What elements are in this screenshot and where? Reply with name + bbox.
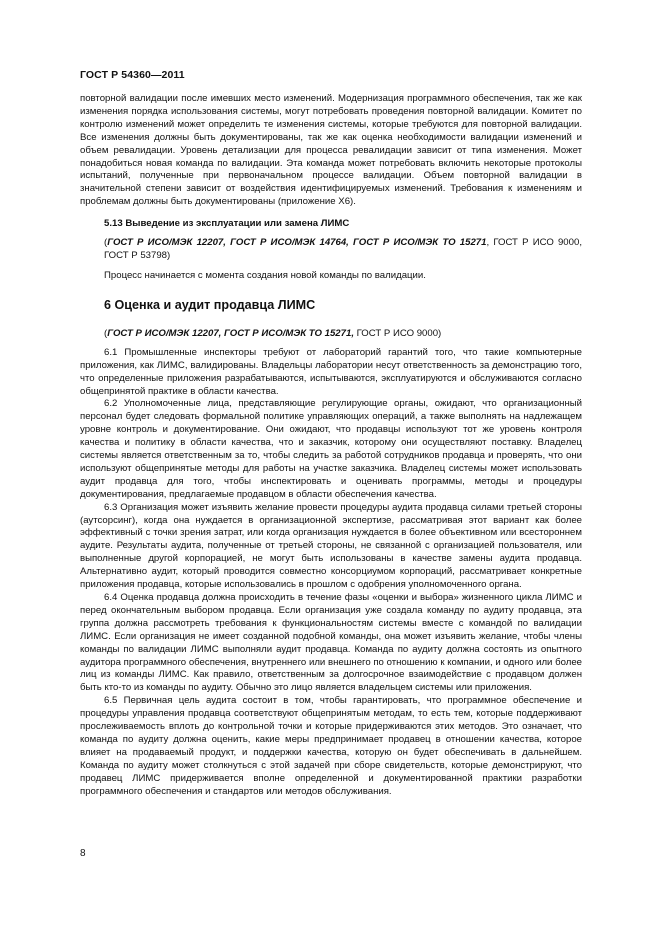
document-body	[80, 93, 582, 799]
paragraph-6-5: 6.5 Первичная цель аудита состоит в том, чтобы гарантировать, что программное обеспечение и процедуры управления продавца соответствуют общепринятым методам, то есть тем, которые поддерживают прослеживаемость вплоть до контрольной точки и которые придерживаются этих методов. Это означает, что команда по аудиту должна оценить, какие меры предпринимает продавец в отношении качества, которое влияет на продаваемый продукт, и поддержки качества, которую он будет обеспечивать в дальнейшем. Команда по аудиту может столкнуться с этой задачей при сборе свидетельств, которые демонстрируют, что продавец ЛИМС придерживается вполне определенной и документированной практики разработки программного обеспечения и стандартов или методов обслуживания.	[80, 695, 582, 797]
paragraph-6-3: 6.3 Организация может изъявить желание провести процедуры аудита продавца силами третьей стороны (аутсорсинг), когда она нуждается в организационной экспертизе, рассматривая этот вариант как более эффективный с точки зрения затрат, или когда организация нуждается в более объективном или всестороннем аудите. Результаты аудита, полученные от третьей стороны, не связанной с организацией пользователя, или выполненные другой корпорацией, не могут быть использованы в качестве замены аудита продавца. Альтернативно аудит, который проводится совместно консорциумом корпораций, рассматривает конкретные приложения продавца, которые использовались в прошлом с одобрения уполномоченного органа.	[80, 501, 582, 591]
refs-italic-standards: ГОСТ Р ИСО/МЭК 12207, ГОСТ Р ИСО/МЭК ТО 15271,	[107, 327, 354, 339]
paragraph-6-2: 6.2 Уполномоченные лица, представляющие регулирующие органы, ожидают, что организационный персонал будет следовать формальной политике управляющих операций, а также выполнять на надлежащем уровне контроль и документирование. Они ожидают, что продавцы используют тот же уровень контроля качества и политику в области качества, что и заказчик, которому они осуществляют поставку. Владелец системы является ответственным за то, чтобы следить за работой сотрудников продавца и проверять, что они используют общепринятые методы для работы на участке заказчика. Владелец системы может использовать аудит продавца для того, чтобы инспектировать и оценивать программы, методы и процедуры документирования, предлагаемые продавцом в области обеспечения качества.	[80, 398, 582, 500]
section-5-13-references	[80, 237, 582, 263]
section-5-13-heading: 5.13 Выведение из эксплуатации или замена ЛИМС	[104, 218, 350, 230]
paragraph-6-4: 6.4 Оценка продавца должна происходить в течение фазы «оценки и выбора» жизненного цикла ЛИМС и перед окончательным выбором продавца. Если организация уже создала команду по аудиту продавца, эта группа должна рассмотреть требования к функциональностям системы вместе с командой по валидации ЛИМС. Если организация не имеет созданной подобной команды, она может изъявить желание, чтобы члены команды по валидации ЛИМС выполняли аудит продавца. Команда по аудиту должна состоять из опытного аудитора программного обеспечения, внутреннего или внешнего по отношению к компании, и одного или более лиц из команды ЛИМС. Как правило, ответственным за долгосрочное взаимодействие с продавцом должен быть кто-то из команды по аудиту. Обычно это лицо является владельцем системы или приложения.	[80, 592, 582, 694]
refs-other-standards: ГОСТ Р ИСО 9000)	[353, 327, 442, 339]
paragraph-6-1: 6.1 Промышленные инспекторы требуют от лабораторий гарантий того, что такие компьютерные приложения, как ЛИМС, валидированы. Владельцы лаборатории несут ответственность за демонстрацию того, что определенные приложения разрабатываются, испытываются, эксплуатируются и обслуживаются согласно общепринятой практике в области качества.	[80, 346, 582, 397]
document-header: ГОСТ Р 54360—2011	[80, 69, 185, 81]
refs-other-standards: , ГОСТ Р ИСО 9000, ГОСТ Р 53798)	[104, 237, 582, 262]
section-6-references	[80, 328, 582, 341]
refs-open-paren: (	[104, 237, 108, 249]
section-5-13-body: Процесс начинается с момента создания новой команды по валидации.	[104, 269, 426, 281]
refs-italic-standards: ГОСТ Р ИСО/МЭК 12207, ГОСТ Р ИСО/МЭК 14764, ГОСТ Р ИСО/МЭК ТО 15271	[107, 237, 487, 249]
page-number: 8	[80, 848, 86, 859]
intro-paragraph: повторной валидации после имевших место изменений. Модернизация программного обеспечения, так же как изменения порядка использования системы, могут потребовать проведения повторной валидации. Комитет по контролю изменений может определить те изменения системы, которые требуются для повторной валидации. Все изменения должны быть документированы, так же как оценка необходимости валидации изменений и объем ревалидации. Уровень детализации для процесса ревалидации зависит от типа изменения. Может понадобиться новая команда по валидации. Эта команда может потребовать включить некоторые протоколы испытаний, полученные при первоначальном процессе валидации. Объем повторной валидации в значительной степени зависит от воздействия идентифицируемых изменений. Требования к изменениям и проблемам должны быть документированы (приложение Х6).	[80, 93, 582, 208]
section-6-heading: 6 Оценка и аудит продавца ЛИМС	[104, 297, 316, 312]
refs-open-paren: (	[104, 327, 108, 339]
section-6-paragraphs	[80, 347, 582, 799]
